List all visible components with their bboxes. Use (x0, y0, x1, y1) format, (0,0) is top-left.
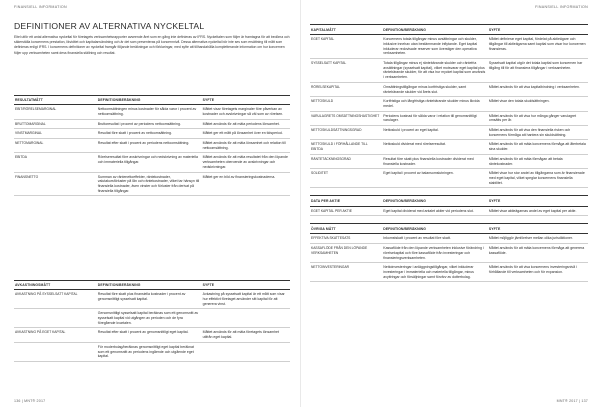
col-header-definition: DEFINITION/BERÄKNING (382, 25, 488, 35)
term-cell: NETTOSKULD (310, 97, 382, 111)
term-cell: EGET KAPITAL PER AKTIE (310, 206, 382, 216)
purpose-cell: Måttet visar företagets marginaler före påverkan av kostnader och avskrivningar så väl som av rörelsen. (202, 105, 290, 119)
table-row (310, 234, 588, 244)
col-header-purpose: SYFTE (202, 281, 290, 290)
term-cell: VARULAGRETS OMSÄTTNINGSHASTIGHET (310, 111, 382, 125)
table-row (14, 105, 290, 119)
result-measures-table (14, 95, 290, 196)
purpose-cell: Sysselsatt kapital utgör det totala kapital som koncernen har tillgång till för att finansiera tillgångar i verksamheten. (488, 59, 588, 83)
purpose-cell: Måttet används för att visa hur många gånger varulagret omsätts per år. (488, 111, 588, 125)
purpose-cell (202, 309, 290, 328)
definition-cell: Periodens kostnad för sålda varor i relation till genomsnittligt varulager. (382, 111, 488, 125)
col-header-term: RESULTATMÅTT (14, 96, 97, 105)
col-header-term: KAPITALMÅTT (310, 25, 382, 35)
term-cell: SOLIDITET (310, 169, 382, 188)
term-cell: NETTOMARGINAL (14, 139, 97, 153)
purpose-cell: Måttet visar aktieägarnas andel av eget kapital per aktie. (488, 206, 588, 216)
purpose-cell: Måttet ger en bild av finansieringskostnaderna. (202, 172, 290, 196)
measures-table-right (310, 24, 588, 282)
purpose-cell: Avkastning på sysselsatt kapital är ett mått som visar hur effektivt företaget använder sitt kapital för att generera vinst. (202, 290, 290, 309)
term-cell: AVKASTNING PÅ EGET KAPITAL (14, 328, 97, 342)
definition-cell: För moderbolag/beräknas genomsnittligt eget kapital beräknat som ett genomsnitt av periodens ingående och utgående eget kapital. (97, 342, 202, 361)
col-header-definition: DEFINITION/BERÄKNING (382, 224, 488, 234)
table-row (310, 111, 588, 125)
table-row (14, 153, 290, 172)
purpose-cell: Måttet används för att visa kapitalbindning i verksamheten. (488, 82, 588, 96)
section-header-row (310, 224, 588, 234)
definition-cell: Resultat före skatt plus finansiella kostnader i procent av genomsnittligt sysselsatt kapital. (97, 290, 202, 309)
purpose-cell: Måttet används för att mäta förmågan att betala räntekostnader. (488, 154, 588, 168)
purpose-cell: Måttet används för att mäta koncernens förmåga att återbetala sina skulder. (488, 140, 588, 154)
col-header-purpose: SYFTE (488, 224, 588, 234)
term-cell: VINSTMARGINAL (14, 129, 97, 139)
purpose-cell: Måttet visar den totala skuldsättningen. (488, 97, 588, 111)
definition-cell: Eget kapital i procent av balansomslutningen. (382, 169, 488, 188)
left-running-header: FINANSIELL INFORMATION (14, 5, 67, 9)
col-header-definition: DEFINITION/BERÄKNING (97, 96, 202, 105)
purpose-cell: Måttet används för att visa den finansiella risken och koncernens förmåga att hantera sin skuldsättning. (488, 126, 588, 140)
definition-cell: Nettoskuld dividerat med rörelseresultat. (382, 140, 488, 154)
table-row (310, 35, 588, 59)
table-row (14, 129, 290, 139)
table-row (14, 119, 290, 129)
purpose-cell (202, 342, 290, 361)
term-cell: NETTOSKULD I FÖRHÅLLANDE TILL EBITDA (310, 140, 382, 154)
term-cell: SYSSELSATT KAPITAL (310, 59, 382, 83)
purpose-cell: Måttet används för att mäta periodens lönsamhet. (202, 119, 290, 129)
term-cell: BRUTTOMARGINAL (14, 119, 97, 129)
purpose-cell: Måttet används för att mäta företagets lönsamhet utifrån eget kapital. (202, 328, 290, 342)
definition-cell: Koncernens totala tillgångar minus avsättningar och skulder, inklusive innehav utan bestämmande inflytande. Eget kapital inkluderar redovisade reserver som överstiger den operativa verksamheten. (382, 35, 488, 59)
col-header-purpose: SYFTE (488, 196, 588, 206)
definition-cell: Resultat före skatt plus finansiella kostnader dividerat med finansiella kostnader. (382, 154, 488, 168)
col-header-definition: DEFINITION/BERÄKNING (97, 281, 202, 290)
page-title: DEFINITIONER AV ALTERNATIVA NYCKELTAL (14, 21, 205, 31)
purpose-cell: Måttet används för att mäta resultatet från den löpande verksamheten oberoende av avskrivningar och nedskrivningar. (202, 153, 290, 172)
definition-cell: Totala tillgångar minus ej räntebärande skulder och räntefria avsättningar (sysselsatt kapital), vilket motsvarar eget kapital plus räntebärande skulder, för att visa hur mycket kapital som används i verksamheten. (382, 59, 488, 83)
definition-cell: Nettoomsättningen minus kostnader för sålda varor i procent av nettoomsättning. (97, 105, 202, 119)
term-cell: RÄNTETÄCKNINGSGRAD (310, 154, 382, 168)
definition-cell: Resultat före skatt i procent av nettoomsättning. (97, 129, 202, 139)
term-cell: EFFEKTIVA SKATTESATS (310, 234, 382, 244)
table-row (310, 244, 588, 263)
table-row (14, 172, 290, 196)
term-cell: KASSAFLÖDE FRÅN DEN LÖPANDE VERKSAMHETEN (310, 244, 382, 263)
return-measures-table (14, 280, 290, 362)
section-spacer (310, 216, 588, 224)
term-cell (14, 309, 97, 328)
definition-cell: Nettoinvesteringar i anläggningstillgångar, vilket inkluderar investeringar i immateriella och materiella tillgångar, minus avyttringar och försäljningar samt förvärv av dotterbolag. (382, 263, 488, 282)
purpose-cell: Måttet definierar eget kapital, fördelat på aktieägare och tillgångar till aktieägarna samt kapital som visar hur koncernen finansieras. (488, 35, 588, 59)
table-row (14, 290, 290, 309)
term-cell (14, 342, 97, 361)
term-cell: FINANSNETTO (14, 172, 97, 196)
definition-cell: Kassaflöde från den löpande verksamheten inklusive förändring i rörelsekapital och före kassaflöde från investeringar och finansieringsverksamheten. (382, 244, 488, 263)
table-row (14, 139, 290, 153)
term-cell: NETTOSKULDSÄTTNINGSGRAD (310, 126, 382, 140)
table-row (310, 169, 588, 188)
table-row (14, 328, 290, 342)
spacer-cell (310, 216, 588, 224)
intro-paragraph: Eltel utför ett antal alternativa nyckeltal för företagets verksamhetsrapporter avseende året som en gång inte definieras av IFRS. Nyckeltalen som följer är framtagna för att bedöma och säkerställa koncernens prestation, likviditet och kapitalanvändning och är det som presenteras på koncernnivå. Dessa alternativa nyckeltal bör inte ses som ersättning till mått som definieras enligt IFRS. I koncernens definitioner av nyckeltal framgår följande beräkningar och förklaringar, med syfte att tillhandahålla kompletterande information om hur koncernen följer upp verksamheten samt dess finansiella ställning och resultat. (14, 35, 290, 55)
definition-cell: Genomsnittligt sysselsatt kapital beräknas som ett genomsnitt av sysselsatt kapital vid utgången av perioden och de fyra föregående kvartalen. (97, 309, 202, 328)
term-cell: RÖRELSEKAPITAL (310, 82, 382, 96)
definition-cell: Inkomstskatt i procent av resultat före skatt. (382, 234, 488, 244)
col-header-term: DATA PER AKTIE (310, 196, 382, 206)
table-row (14, 342, 290, 361)
right-footer: MNT® 2017 | 137 (556, 399, 588, 403)
definition-cell: Eget kapital dividerat med antalet aktier vid periodens slut. (382, 206, 488, 216)
col-header-definition: DEFINITION/BERÄKNING (382, 196, 488, 206)
table-row (310, 97, 588, 111)
purpose-cell: Måttet används för att mäta koncernens förmåga att generera kassaflöde. (488, 244, 588, 263)
purpose-cell: Måttet visar hur stor andel av tillgångarna som är finansierade med eget kapital, vilket speglar koncernens finansiella stabilitet. (488, 169, 588, 188)
table-row (310, 206, 588, 216)
term-cell: EBIT/RÖRELSEMARGINAL (14, 105, 97, 119)
col-header-purpose: SYFTE (488, 25, 588, 35)
col-header-purpose: SYFTE (202, 96, 290, 105)
term-cell: AVKASTNING PÅ SYSSELSATT KAPITAL (14, 290, 97, 309)
definition-cell: Resultat efter skatt i procent av periodens nettoomsättning. (97, 139, 202, 153)
section-header-row (310, 196, 588, 206)
table-row (310, 154, 588, 168)
right-running-header: FINANSIELL INFORMATION (535, 5, 588, 9)
purpose-cell: Måttet används för att visa koncernens investeringsnivå i förhållande till verksamheten och för expansion. (488, 263, 588, 282)
definition-cell: Nettoskuld i procent av eget kapital. (382, 126, 488, 140)
definition-cell: Kortfristiga och långfristiga räntebärande skulder minus likvida medel. (382, 97, 488, 111)
term-cell: EBITDA (14, 153, 97, 172)
definition-cell: Omsättningstillgångar minus kortfristiga skulder, samt räntebärande skulder vid årets slut. (382, 82, 488, 96)
definition-cell: Bruttoresultat i procent av periodens nettoomsättning. (97, 119, 202, 129)
definition-cell: Rörelseresultat före avskrivningar och nedskrivning av materiella och immateriella tillgångar. (97, 153, 202, 172)
purpose-cell: Måttet ger ett mått på lönsamhet över en tidsperiod. (202, 129, 290, 139)
term-cell: EGET KAPITAL (310, 35, 382, 59)
purpose-cell: Måttet används för att mäta lönsamhet och relation till nettoomsättning. (202, 139, 290, 153)
table-row (310, 263, 588, 282)
left-footer: 136 | MNT® 2017 (14, 399, 46, 403)
section-header-row (310, 25, 588, 35)
table-row (310, 82, 588, 96)
table-row (14, 309, 290, 328)
spacer-cell (310, 188, 588, 196)
col-header-term: AVKASTNINGSMÅTT (14, 281, 97, 290)
definition-cell: Summan av räntenettoeffekter, räntekostnader, valutakursförluster på lån och räntekostnader, vilket tar hänsyn till finansiella kostnader, även vinster och förluster från derivat på finansiella tillgångar. (97, 172, 202, 196)
table-row (310, 140, 588, 154)
right-page (300, 0, 600, 407)
col-header-term: ÖVRIGA MÅTT (310, 224, 382, 234)
term-cell: NETTOINVESTERINGAR (310, 263, 382, 282)
purpose-cell: Måttet möjliggör jämförelser mellan olika jurisdiktioner. (488, 234, 588, 244)
definition-cell: Resultat efter skatt i procent av genomsnittligt eget kapital. (97, 328, 202, 342)
table-row (310, 126, 588, 140)
table-row (310, 59, 588, 83)
section-spacer (310, 188, 588, 196)
